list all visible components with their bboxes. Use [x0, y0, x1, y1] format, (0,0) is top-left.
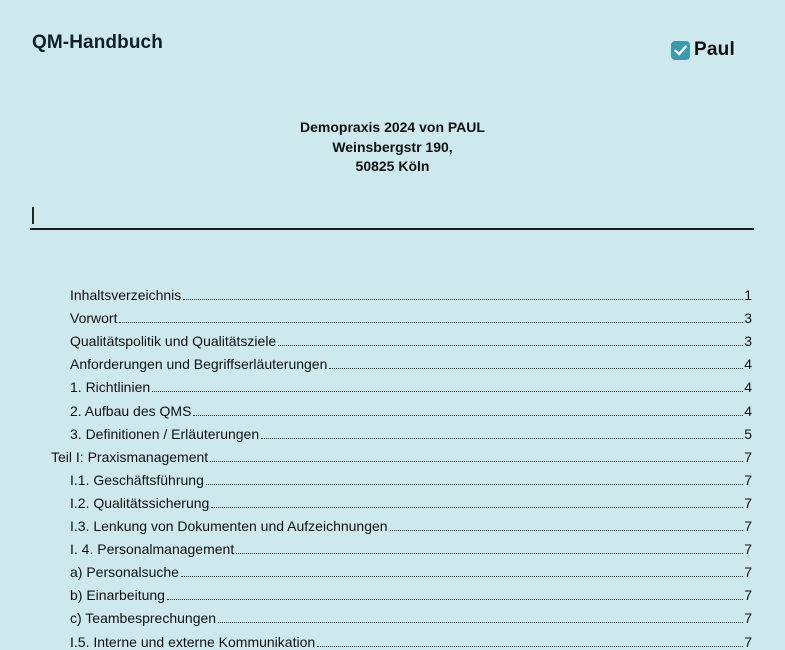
- toc-entry[interactable]: [70, 372, 752, 395]
- toc-dot-leader: [236, 553, 743, 554]
- toc-entry-page: 3: [744, 310, 752, 327]
- toc-entry-label: I.2. Qualitätssicherung: [70, 494, 210, 511]
- toc-entry-page: 7: [744, 541, 752, 558]
- toc-entry-label: 3. Definitionen / Erläuterungen: [70, 425, 260, 442]
- toc-entry[interactable]: [70, 534, 752, 557]
- toc-entry[interactable]: [70, 396, 752, 419]
- toc-entry-page: 5: [744, 425, 752, 442]
- toc-entry-page: 4: [744, 379, 752, 396]
- toc-entry[interactable]: [70, 280, 752, 303]
- practice-address: [0, 118, 785, 177]
- toc-entry-page: 4: [744, 402, 752, 419]
- toc-entry-label: I.5. Interne und externe Kommunikation: [70, 633, 316, 650]
- document-title: QM-Handbuch: [32, 32, 163, 53]
- toc-entry[interactable]: [70, 557, 752, 580]
- toc-dot-leader: [152, 391, 743, 392]
- toc-entry-label: b) Einarbeitung: [70, 587, 165, 604]
- toc-entry-label: Vorwort: [70, 310, 118, 327]
- toc-entry-page: 7: [744, 494, 752, 511]
- toc-entry[interactable]: [70, 349, 752, 372]
- toc-entry-page: 7: [744, 564, 752, 581]
- toc-entry-page: 1: [744, 287, 752, 303]
- text-cursor[interactable]: [32, 207, 34, 224]
- toc-dot-leader: [119, 322, 743, 323]
- toc-entry-label: I. 4. Personalmanagement: [70, 541, 235, 558]
- toc-dot-leader: [181, 576, 743, 577]
- toc-entry-label: c) Teambesprechungen: [70, 610, 217, 627]
- logo-text: Paul: [694, 39, 735, 60]
- practice-street: Weinsbergstr 190,: [332, 138, 453, 155]
- toc-entry-page: 7: [744, 587, 752, 604]
- paul-logo: [671, 39, 735, 61]
- toc-dot-leader: [211, 507, 743, 508]
- toc-entry[interactable]: [70, 603, 752, 626]
- toc-entry-page: 3: [744, 333, 752, 350]
- toc-entry-label: 1. Richtlinien: [70, 379, 151, 396]
- toc-entry-label: I.1. Geschäftsführung: [70, 471, 204, 488]
- toc-dot-leader: [390, 530, 744, 531]
- toc-entry-page: 7: [744, 448, 752, 465]
- toc-entry-page: 7: [744, 633, 752, 650]
- toc-dot-leader: [329, 368, 743, 369]
- toc-entry-label: 2. Aufbau des QMS: [70, 402, 192, 419]
- toc-entry-label: Anforderungen und Begriffserläuterungen: [70, 356, 328, 373]
- practice-name: Demopraxis 2024 von PAUL: [300, 119, 485, 135]
- toc-dot-leader: [261, 438, 743, 439]
- toc-dot-leader: [167, 599, 743, 600]
- toc-entry-page: 4: [744, 356, 752, 373]
- toc-dot-leader: [317, 646, 743, 647]
- toc-dot-leader: [183, 299, 743, 300]
- toc-entry[interactable]: [70, 511, 752, 534]
- toc-entry-page: 7: [744, 471, 752, 488]
- toc-dot-leader: [218, 622, 743, 623]
- toc-entry-label: I.3. Lenkung von Dokumenten und Aufzeichnungen: [70, 518, 388, 534]
- toc-entry-label: a) Personalsuche: [70, 564, 179, 581]
- practice-city: 50825 Köln: [355, 158, 430, 174]
- toc-entry-page: 7: [744, 610, 752, 627]
- toc-entry-page: 7: [744, 518, 752, 534]
- toc-entry[interactable]: [51, 442, 752, 465]
- toc-entry[interactable]: [70, 488, 752, 511]
- toc-entry[interactable]: [70, 580, 752, 603]
- toc-dot-leader: [206, 484, 743, 485]
- toc-dot-leader: [278, 345, 743, 346]
- horizontal-divider: [30, 228, 754, 230]
- toc-entry[interactable]: [70, 303, 752, 326]
- toc-dot-leader: [210, 461, 743, 462]
- toc-entry-label: Qualitätspolitik und Qualitätsziele: [70, 333, 277, 350]
- toc-entry-label: Teil I: Praxismanagement: [51, 448, 209, 465]
- toc-entry[interactable]: [70, 419, 752, 442]
- toc-entry[interactable]: [70, 326, 752, 349]
- checkmark-badge-icon: [671, 41, 690, 60]
- toc-entry[interactable]: [70, 465, 752, 488]
- toc-entry[interactable]: [70, 627, 752, 650]
- toc-entry-label: Inhaltsverzeichnis: [70, 287, 182, 303]
- toc-dot-leader: [193, 415, 743, 416]
